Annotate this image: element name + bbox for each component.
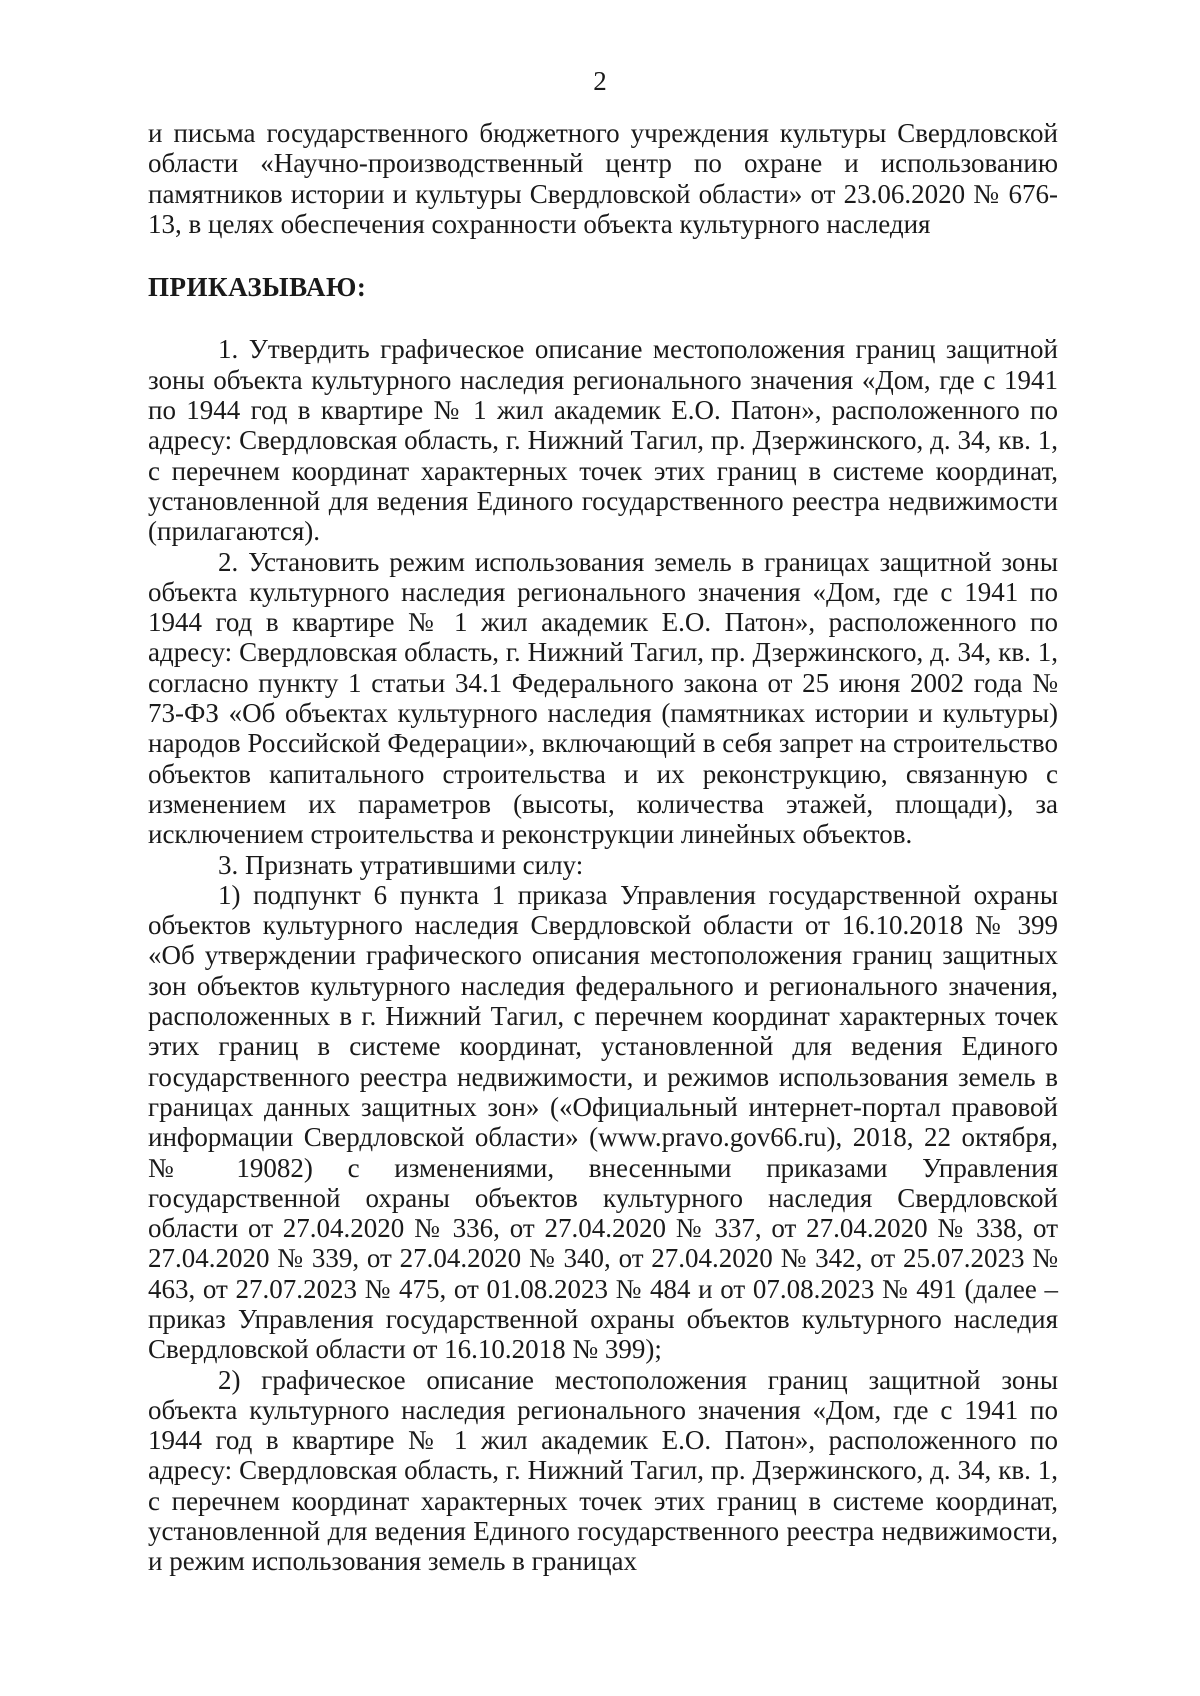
item-2-paragraph: 2. Установить режим использования земель в границах защитной зоны объекта культурного наследия регионального значения «Дом, где с 1941 по 1944 год в квартире № 1 жил академик Е.О. Патон», расположенного по адресу: Свердловская область, г. Нижний Тагил, пр. Дзержинского, д. 34, кв. 1, согласно пункту 1 статьи 34.1 Федерального закона от 25 июня 2002 года № 73-ФЗ «Об объектах культурного наследия (памятниках истории и культуры) народов Российской Федерации», включающий в себя запрет на строительство объектов капитального строительства и их реконструкцию, связанную с изменением их параметров (высоты, количества этажей, площади), за исключением строительства и реконструкции линейных объектов. (148, 546, 1058, 850)
page-number: 2 (593, 66, 607, 96)
intro-paragraph: и письма государственного бюджетного учреждения культуры Свердловской области «Научно-производственный центр по охране и использованию памятников истории и культуры Свердловской области» от 23.06.2020 № 676-13, в целях обеспечения сохранности объекта культурного наследия (148, 118, 1058, 239)
document-body (148, 118, 1058, 1577)
item-3-1-paragraph: 1) подпункт 6 пункта 1 приказа Управления государственной охраны объектов культурного наследия Свердловской области от 16.10.2018 № 399 «Об утверждении графического описания местоположения границ защитных зон объектов культурного наследия федерального и регионального значения, расположенных в г. Нижний Тагил, с перечнем координат характерных точек этих границ в системе координат, установленной для ведения Единого государственного реестра недвижимости, и режимов использования земель в границах данных защитных зон» («Официальный интернет-портал правовой информации Свердловской области» (www.pravo.gov66.ru), 2018, 22 октября, № 19082) с изменениями, внесенными приказами Управления государственной охраны объектов культурного наследия Свердловской области от 27.04.2020 № 336, от 27.04.2020 № 337, от 27.04.2020 № 338, от 27.04.2020 № 339, от 27.04.2020 № 340, от 27.04.2020 № 342, от 25.07.2023 № 463, от 27.07.2023 № 475, от 01.08.2023 № 484 и от 07.08.2023 № 491 (далее – приказ Управления государственной охраны объектов культурного наследия Свердловской области от 16.10.2018 № 399); (148, 879, 1058, 1365)
order-heading: ПРИКАЗЫВАЮ: (148, 272, 367, 303)
item-3-paragraph: 3. Признать утратившими силу: (218, 849, 584, 880)
item-3-2-paragraph: 2) графическое описание местоположения границ защитной зоны объекта культурного наследия регионального значения «Дом, где с 1941 по 1944 год в квартире № 1 жил академик Е.О. Патон», расположенного по адресу: Свердловская область, г. Нижний Тагил, пр. Дзержинского, д. 34, кв. 1, с перечнем координат характерных точек этих границ в системе координат, установленной для ведения Единого государственного реестра недвижимости, и режим использования земель в границах (148, 1364, 1058, 1577)
item-1-paragraph: 1. Утвердить графическое описание местоположения границ защитной зоны объекта культурного наследия регионального значения «Дом, где с 1941 по 1944 год в квартире № 1 жил академик Е.О. Патон», расположенного по адресу: Свердловская область, г. Нижний Тагил, пр. Дзержинского, д. 34, кв. 1, с перечнем координат характерных точек этих границ в системе координат, установленной для ведения Единого государственного реестра недвижимости (прилагаются). (148, 334, 1058, 547)
